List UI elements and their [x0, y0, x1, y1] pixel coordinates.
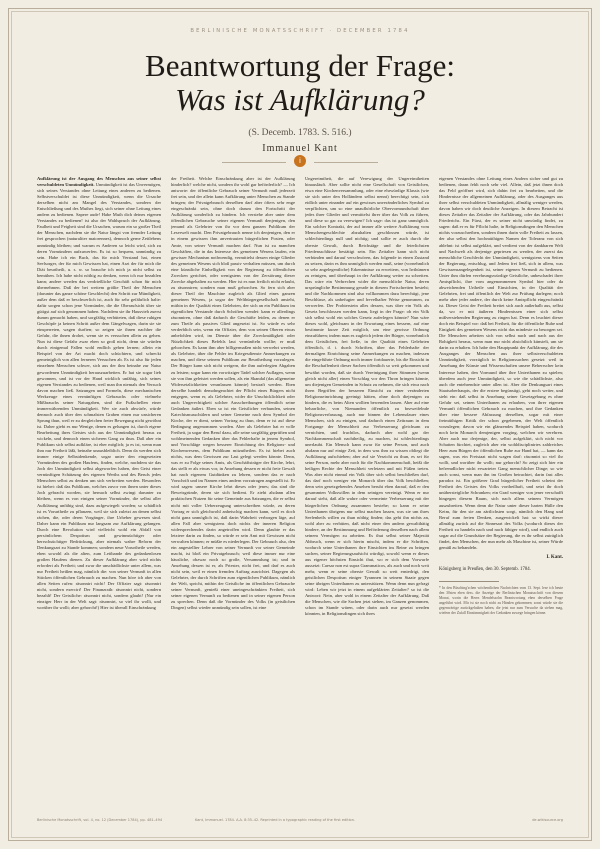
footer-citation: Berlinische Monatsschrift, vol. 4, no. 12 (December 1784), pp. 481–494	[37, 818, 163, 822]
dateline: (S. Decemb. 1783. S. 516.)	[248, 128, 352, 138]
footnote-divider	[439, 581, 499, 582]
column-1-text	[37, 176, 161, 611]
column-3-text: Ungereimtheit, die auf Verewigung der Ungereimtheiten hinausläuft. Aber sollte nicht eine Gesellschaft von Geistlichen, etwa eine Kirchenversammlung, oder eine ehrwürdige Klassis (wie sie sich unter den Holländern selbst nennt) berechtigt sein, sich eidlich unter einander auf ein gewisses unveränderliches Symbol zu verpflichten, um so eine unaufhörliche Obervormundschaft über jedes ihrer Glieder und vermittelst ihrer über das Volk zu führen, und diese so gar zu verewigen? Ich sage: das ist ganz unmöglich. Ein solcher Kontrakt, der auf immer alle weitere Aufklärung vom Menschengeschlechte abzuhalten geschlossen würde, ist schlechterdings null und nichtig; und sollte er auch durch die oberste Gewalt, durch Reichstäge und die feierlichsten Friedensschlüsse bestätigt sein. Ein Zeitalter kann sich nicht verbünden und darauf verschwören, das folgende in einen Zustand zu setzen, darin es ihm unmöglich werden muß, seine (vornehmlich so sehr angelegentliche) Erkenntnisse zu erweitern, von Irrthümern zu reinigen, und überhaupt in der Aufklärung weiter zu schreiten. Das wäre ein Verbrechen wider die menschliche Natur, deren ursprüngliche Bestimmung gerade in diesem Fortschreiten besteht; und die Nachkommen sind also vollkommen dazu berechtigt, jene Beschlüsse, als unbefugter und frevelhafter Weise genommen, zu verwerfen. Der Probierstein alles dessen, was über ein Volk als Gesetz beschlossen werden kann, liegt in der Frage: ob ein Volk sich selbst wohl ein solches Gesetz auferlegen könnte? Nun wäre dieses wohl, gleichsam in der Erwartung eines bessern, auf eine bestimmte kurze Zeit möglich, um eine gewisse Ordnung einzuführen; indem man es zugleich jedem der Bürger, vornehmlich dem Geistlichen, frei ließe, in der Qualität eines Gelehrten öffentlich, d. i. durch Schriften, über das Fehlerhafte der dermaligen Einrichtung seine Anmerkungen zu machen, indessen die eingeführte Ordnung noch immer fortdauerte, bis die Einsicht in die Beschaffenheit dieser Sachen öffentlich so weit gekommen und bewährt worden, daß sie durch Vereinigung ihrer Stimmen (wenn gleich nicht aller) einen Vorschlag vor den Thron bringen könnte, um diejenigen Gemeinden in Schutz zu nehmen, die sich etwa nach ihren Begriffen der besseren Einsicht zu einer veränderten Religionseinrichtung geeinigt hätten, ohne doch diejenigen zu hindern, die es beim Alten wollten bewenden lassen. Aber auf eine beharrliche, von Niemanden öffentlich zu bezweifelnde Religionsverfassung, auch nur binnen der Lebensdauer eines Menschen, sich zu einigen, und dadurch einen Zeitraum in dem Fortgange der Menschheit zur Verbesserung gleichsam zu vernichten, und fruchtlos, dadurch aber wohl gar der Nachkommenschaft nachtheilig, zu machen, ist schlechterdings unerlaubt. Ein Mensch kann zwar für seine Person, und auch alsdann nur auf einige Zeit, in dem was ihm zu wissen obliegt die Aufklärung aufschieben; aber auf sie Verzicht zu thun, es sei für seine Person, mehr aber noch für die Nachkommenschaft, heißt die heiligen Rechte der Menschheit verletzen und mit Füßen treten. Was aber nicht einmal ein Volk über sich selbst beschließen darf, das darf noch weniger ein Monarch über das Volk beschließen; denn sein gesetzgebendes Ansehen beruht eben darauf, daß er den gesammten Volkswillen in dem seinigen vereinigt. Wenn er nur darauf sieht, daß alle wahre oder vermeinte Verbesserung mit der bürgerlichen Ordnung zusammen bestehe; so kann er seine Unterthanen übrigens nur selbst machen lassen, was sie um ihres Seelenheils willen zu thun nöthig finden; das geht ihn nichts an, wohl aber zu verhüten, daß nicht einer den andern gewaltthätig hindere, an der Bestimmung und Beförderung desselben nach allem seinem Vermögen zu arbeiten. Es thut selbst seiner Majestät Abbruch, wenn er sich hierin mischt, indem er die Schriften, wodurch seine Unterthanen ihre Einsichten ins Reine zu bringen suchen, seiner Regierungsaufsicht würdigt, sowohl wenn er dieses aus eigener höchsten Einsicht thut, wo er sich dem Vorwurfe aussetzt: Caesar non est supra Grammaticos, als auch und noch weit mehr, wenn er seine oberste Gewalt so weit erniedrigt, den geistlichen Despotism einiger Tyrannen in seinem Staate gegen seine übrigen Unterthanen zu unterstützen. Wenn denn nun gefragt wird: Leben wir jetzt in einem aufgeklärten Zeitalter? so ist die Antwort: Nein, aber wohl in einem Zeitalter der Aufklärung. Daß die Menschen, wie die Sachen jetzt stehen, im Ganzen genommen, schon im Stande wären, oder darin auch nur gesetzt werden könnten, in Religionsdingen sich ihres	[305, 176, 429, 617]
text-column-2	[171, 176, 295, 812]
text-column-3	[305, 176, 429, 812]
title-line-2: Was ist Aufklärung?	[175, 82, 425, 117]
title-line-1: Beantwortung der Frage:	[145, 48, 455, 83]
column-1-body: Unmündigkeit ist das Unvermögen, sich seines Verstandes ohne Leitung eines anderen zu bedienen. Selbstverschuldet ist diese Unmündigkeit, wenn die Ursache derselben nicht am Mangel des Verstandes, sondern der Entschließung und des Muthes liegt, sich seiner ohne Leitung eines andern zu bedienen. Sapere aude! Habe Muth dich deines eigenen Verstandes zu bedienen! ist also der Wahlspruch der Aufklärung. Faulheit und Feigheit sind die Ursachen, warum ein so großer Theil der Menschen, nachdem sie die Natur längst von fremder Leitung frei gesprochen (naturaliter maiorennes), dennoch gerne Zeitlebens unmündig bleiben; und warum es Anderen so leicht wird, sich zu deren Vormündern aufzuwerfen. Es ist so bequem, unmündig zu sein. Habe ich ein Buch, das für mich Verstand hat, einen Seelsorger, der für mich Gewissen hat, einen Arzt der für mich die Diät beurtheilt, u. s. w. so brauche ich mich ja nicht selbst zu bemühen. Ich habe nicht nöthig zu denken, wenn ich nur bezahlen kann; andere werden das verdrießliche Geschäft schon für mich übernehmen. Daß der bei weitem größte Theil der Menschen (darunter das ganze schöne Geschlecht) den Schritt zur Mündigkeit, außer dem daß er beschwerlich ist, auch für sehr gefährlich halte: dafür sorgen schon jene Vormünder, die die Oberaufsicht über sie gütigst auf sich genommen haben. Nachdem sie ihr Hausvieh zuerst dumm gemacht haben, und sorgfältig verhüteten, daß diese ruhigen Geschöpfe ja keinen Schritt außer dem Gängelwagen, darin sie sie einsperreten, wagen durften; so zeigen sie ihnen nachher die Gefahr, die ihnen drohet, wenn sie es versuchen allein zu gehen. Nun ist diese Gefahr zwar eben so groß nicht, denn sie würden durch einigemal Fallen wohl endlich gehen lernen; allein ein Beispiel von der Art macht doch schüchtern, und schreckt gemeiniglich von allen ferneren Versuchen ab. Es ist also für jeden einzelnen Menschen schwer, sich aus der ihm beinahe zur Natur gewordenen Unmündigkeit herauszuarbeiten. Er hat sie sogar lieb gewonnen, und ist vor der Hand wirklich unfähig, sich seines eigenen Verstandes zu bedienen, weil man ihn niemals den Versuch davon machen ließ. Satzungen und Formeln, diese mechanischen Werkzeuge eines vernünftigen Gebrauchs oder vielmehr Mißbrauchs seiner Naturgaben, sind die Fußschellen einer immerwährenden Unmündigkeit. Wer sie auch abwürfe, würde dennoch auch über den schmalsten Graben einen nur unsicheren Sprung thun, weil er zu dergleichen freier Bewegung nicht gewöhnt ist. Daher giebt es nur Wenige, denen es gelungen ist, durch eigene Bearbeitung ihres Geistes sich aus der Unmündigkeit heraus zu wickeln, und dennoch einen sicheren Gang zu thun. Daß aber ein Publikum sich selbst aufkläre, ist eher möglich; ja es ist, wenn man ihm nur Freiheit läßt, beinahe unausbleiblich. Denn da werden sich immer einige Selbstdenkende, sogar unter den eingesetzten Vormündern des großen Haufens, finden, welche, nachdem sie das Joch der Unmündigkeit selbst abgeworfen haben, den Geist einer vernünftigen Schätzung des eigenen Werths und des Berufs jedes Menschen selbst zu denken um sich verbreiten werden. Besonders ist hiebei: daß das Publikum, welches zuvor von ihnen unter dieses Joch gebracht worden, sie hernach selbst zwingt darunter zu bleiben, wenn es von einigen seiner Vormünder, die selbst aller Aufklärung unfähig sind, dazu aufgewiegelt worden; so schädlich ist es Vorurtheile zu pflanzen, weil sie sich zuletzt an denen selbst rächen, die, oder deren Vorgänger, ihre Urheber gewesen sind. Daher kann ein Publikum nur langsam zur Aufklärung gelangen. Durch eine Revolution wird vielleicht wohl ein Abfall von persönlichem Despotism und gewinnsüchtiger oder herrschsüchtiger Bedrückung, aber niemals wahre Reform der Denkungsart zu Stande kommen; sondern neue Vorurtheile werden, eben sowohl als die alten, zum Leitbande des gedankenlosen großen Haufens dienen. Zu dieser Aufklärung aber wird nichts erfordert als Freiheit; und zwar die unschädlichste unter allem, was nur Freiheit heißen mag, nämlich die: von seiner Vernunft in allen Stücken öffentlichen Gebrauch zu machen. Nun höre ich aber von allen Seiten rufen: räsonnirt nicht! Der Offizier sagt: räsonnirt nicht, sondern exercirt! Der Finanzrath: räsonnirt nicht, sondern bezahlt! Der Geistliche: räsonnirt nicht, sondern glaubt! (Nur ein einziger Herr in der Welt sagt: räsonnirt, so viel ihr wollt, und worüber ihr wollt; aber gehorcht!) Hier ist überall Einschränkung	[37, 182, 161, 611]
author-name: Immanuel Kant	[262, 143, 338, 154]
opening-definition: Aufklärung ist der Ausgang des Menschen aus seiner selbst verschuldeten Unmündigkeit.	[37, 176, 161, 188]
divider-right	[314, 162, 378, 163]
text-column-1	[37, 176, 161, 812]
column-2-text: der Freiheit. Welche Einschränkung aber ist der Aufklärung hinderlich? welche nicht, sondern ihr wohl gar beförderlich? — Ich antworte: der öffentliche Gebrauch seiner Vernunft muß jederzeit frei sein, und der allein kann Aufklärung unter Menschen zu Stande bringen; der Privatgebrauch derselben darf aber öfters sehr enge eingeschränkt sein, ohne doch darum den Fortschritt der Aufklärung sonderlich zu hindern. Ich verstehe aber unter dem öffentlichen Gebrauche seiner eigenen Vernunft denjenigen, den jemand als Gelehrter von ihr vor dem ganzen Publikum der Leserwelt macht. Den Privatgebrauch nenne ich denjenigen, den er in einem gewissen ihm anvertrauten bürgerlichen Posten, oder Amte, von seiner Vernunft machen darf. Nun ist zu manchen Geschäften, die in das Interesse des gemeinen Wesens laufen, ein gewisser Mechanism nothwendig, vermittelst dessen einige Glieder des gemeinen Wesens sich bloß passiv verhalten müssen, um durch eine künstliche Einhelligkeit von der Regierung zu öffentlichen Zwecken gerichtet, oder wenigstens von der Zerstörung dieser Zwecke abgehalten zu werden. Hier ist es nun freilich nicht erlaubt, zu räsonniren; sondern man muß gehorchen. So fern sich aber dieser Theil der Maschine zugleich als Glied eines ganzen gemeinen Wesens, ja sogar der Weltbürgergesellschaft ansieht, mithin in der Qualität eines Gelehrten, der sich an ein Publikum im eigentlichen Verstande durch Schriften wendet: kann er allerdings räsonniren, ohne daß dadurch die Geschäfte leiden, zu denen er zum Theile als passives Glied angesetzt ist. So würde es sehr verderblich sein, wenn ein Offizier, dem von seinen Oberen etwas anbefohlen wird, im Dienste über die Zweckmäßigkeit oder Nützlichkeit dieses Befehls laut vernünfteln wollte; er muß gehorchen. Es kann ihm aber billigermaßen nicht verwehrt werden, als Gelehrter, über die Fehler im Kriegesdienste Anmerkungen zu machen, und diese seinem Publikum zur Beurtheilung vorzulegen. Der Bürger kann sich nicht weigern, die ihm auferlegten Abgaben zu leisten; sogar kann ein vorwitziger Tadel solcher Auflagen, wenn sie von ihm geleistet werden sollen, als ein Skandal (das allgemeine Widersetzlichkeiten veranlassen könnte) bestraft werden. Eben derselbe handelt demohngeachtet der Pflicht eines Bürgers nicht entgegen, wenn er, als Gelehrter, wider die Unschicklichkeit oder auch Ungerechtigkeit solcher Ausschreibungen öffentlich seine Gedanken äußert. Eben so ist ein Geistlicher verbunden, seinen Katechismusschülern und seiner Gemeine nach dem Symbol der Kirche, der er dient, seinen Vortrag zu thun, denn er ist auf diese Bedingung angenommen worden. Aber als Gelehrter hat er volle Freiheit, ja sogar den Beruf dazu, alle seine sorgfältig geprüften und wohlmeinenden Gedanken über das Fehlerhafte in jenem Symbol, und Vorschläge wegen besserer Einrichtung des Religions- und Kirchenwesens, dem Publikum mitzutheilen. Es ist hiebei auch nichts, was dem Gewissen zur Last gelegt werden könnte. Denn, was er zu Folge seines Amts, als Geschäftsträger der Kirche, lehrt, das stellt er als etwas vor, in Ansehung dessen er nicht freie Gewalt hat nach eigenem Gutdünken zu lehren, sondern das er nach Vorschrift und im Namen eines andern vorzutragen angestellt ist. Er wird sagen: unsere Kirche lehrt dieses oder jenes; das sind die Beweisgründe, deren sie sich bedient. Er zieht alsdann allen praktischen Nutzen für seine Gemeinde aus Satzungen, die er selbst nicht mit voller Ueberzeugung unterschreiben würde, zu deren Vortrag er sich gleichwohl anheischig machen kann, weil es doch nicht ganz unmöglich ist, daß darin Wahrheit verborgen läge, auf allen Fall aber wenigstens doch nichts der inneren Religion widersprechendes darin angetroffen wird. Denn glaubte er das letztere darin zu finden, so würde er sein Amt mit Gewissen nicht verwalten können; er müßte es niederlegen. Der Gebrauch also, den ein angestellter Lehrer von seiner Vernunft vor seiner Gemeinde macht, ist bloß ein Privatgebrauch; weil diese immer nur eine häusliche, obzwar noch so große, Versammlung ist; und in Ansehung dessen ist er, als Priester, nicht frei, und darf es auch nicht sein, weil er einen fremden Auftrag ausrichtet. Dagegen als Gelehrter, der durch Schriften zum eigentlichen Publikum, nämlich der Welt, spricht, mithin der Geistliche im öffentlichen Gebrauche seiner Vernunft, genießt einer uneingeschränkten Freiheit, sich seiner eigenen Vernunft zu bedienen und in seiner eigenen Person zu sprechen. Denn daß die Vormünder des Volks (in geistlichen Dingen) selbst wieder unmündig sein sollen, ist eine	[171, 176, 295, 611]
ornament-icon: i	[294, 155, 306, 167]
footnote: * In den Büsching'schen wöchentlichen Nachrichten vom 13. Sept. lese ich heute den 30sten eben dess. die Anzeige der Berlinischen Monatsschrift von diesem Monat, worin die Herrn Mendelssohn Beantwortung eben derselben Frage angeführt wird. Mir ist sie noch nicht zu Händen gekommen; sonst würde sie die gegenwärtige zurückgehalten haben, die jetzt nur zum Versuche da stehen mag, wiefern der Zufall Einstimmigkeit der Gedanken zuwege bringen könne.	[439, 586, 563, 615]
footer-note: Kant, Immanuel. 1784. A.A. 8:35–42. Reprinted in a typographic reading of the first edition.	[195, 818, 356, 822]
divider-left	[222, 162, 286, 163]
text-column-4	[439, 176, 563, 812]
column-4-text: eigenen Verstandes ohne Leitung eines Andern sicher und gut zu bedienen, daran fehlt noch sehr viel. Allein, daß jetzt ihnen doch das Feld geöffnet wird, sich dahin frei zu bearbeiten, und die Hindernisse der allgemeinen Aufklärung, oder des Ausganges aus ihrer selbst verschuldeten Unmündigkeit, allmälig weniger werden, davon haben wir doch deutliche Anzeigen. In diesem Betracht ist dieses Zeitalter das Zeitalter der Aufklärung, oder das Jahrhundert Friederichs. Ein Fürst, der es seiner nicht unwürdig findet, zu sagen: daß er es für Pflicht halte, in Religionsdingen den Menschen nichts vorzuschreiben, sondern ihnen darin volle Freiheit zu lassen, der also selbst den hochmüthigen Namen der Toleranz von sich ablehnt: ist selbst aufgeklärt, und verdient von der dankbaren Welt und Nachwelt als derjenige gepriesen zu werden, der zuerst das menschliche Geschlecht der Unmündigkeit, wenigstens von Seiten der Regierung, entschlug, und Jedem frei ließ, sich in allem, was Gewissensangelegenheit ist, seiner eigenen Vernunft zu bedienen. Unter ihm dürfen verehrungswürdige Geistliche, unbeschadet ihrer Amtspflicht, ihre vom angenommenen Symbol hier oder da abweichenden Urtheile und Einsichten, in der Qualität der Gelehrten, frei und öffentlich der Welt zur Prüfung darlegen; noch mehr aber jeder andere, der durch keine Amtspflicht eingeschränkt ist. Dieser Geist der Freiheit breitet sich auch außerhalb aus, selbst da, wo er mit äußeren Hindernissen einer sich selbst mißverstehenden Regierung zu ringen hat. Denn es leuchtet dieser doch ein Beispiel vor: daß bei Freiheit, für die öffentliche Ruhe und Einigkeit des gemeinen Wesens nicht das mindeste zu besorgen sei. Die Menschen arbeiten sich von selbst nach und nach aus der Rohigkeit heraus, wenn man nur nicht absichtlich künstelt, um sie darin zu erhalten. Ich habe den Hauptpunkt der Aufklärung, die des Ausganges der Menschen aus ihrer selbstverschuldeten Unmündigkeit, vorzüglich in Religionssachen gesetzt: weil in Ansehung der Künste und Wissenschaften unsere Beherrscher kein Interesse haben, den Vormund über ihre Unterthanen zu spielen; überdem auch jene Unmündigkeit, so wie die schädlichste, also auch die entehrendste unter allen ist. Aber die Denkungsart eines Staatsoberhaupts, der die erstere begünstigt, geht noch weiter, und sieht ein: daß selbst in Ansehung seiner Gesetzgebung es ohne Gefahr sei, seinen Unterthanen zu erlauben, von ihrer eigenen Vernunft öffentlichen Gebrauch zu machen, und ihre Gedanken über eine bessere Abfassung derselben, sogar mit einer freimüthigen Kritik der schon gegebenen, der Welt öffentlich vorzulegen; davon wir ein glänzendes Beispiel haben, wodurch noch kein Monarch demjenigen vorging, welchen wir verehren. Aber auch nur derjenige, der, selbst aufgeklärt, sich nicht vor Schatten fürchtet, zugleich aber ein wohldisciplinirtes zahlreiches Heer zum Bürgen der öffentlichen Ruhe zur Hand hat, — kann das sagen, was ein Freistaat nicht wagen darf: räsonnirt so viel ihr wollt, und worüber ihr wollt; nur gehorcht! So zeigt sich hier ein befremdlicher nicht erwarteter Gang menschlicher Dinge; so wie auch sonst, wenn man ihn im Großen betrachtet, darin fast alles paradox ist. Ein größerer Grad bürgerlicher Freiheit scheint der Freiheit des Geistes des Volks vortheilhaft, und setzt ihr doch unübersteigliche Schranken; ein Grad weniger von jener verschafft hingegen diesem Raum, sich nach allem seinem Vermögen auszubreiten. Wenn denn die Natur unter dieser harten Hülle den Keim, für den sie am zärtlichsten sorgt, nämlich den Hang und Beruf zum freien Denken, ausgewickelt hat: so wirkt dieser allmälig zurück auf die Sinnesart des Volks (wodurch dieses der Freiheit zu handeln nach und nach fähiger wird), und endlich auch sogar auf die Grundsätze der Regierung, die es ihr selbst zuträglich findet, den Menschen, der nun mehr als Maschine ist, seiner Würde gemäß zu behandeln.	[439, 176, 563, 550]
place-and-date: Königsberg in Preußen, den 30. Septemb. 1784.	[439, 566, 531, 572]
journal-kicker: BERLINISCHE MONATSSCHRIFT · DECEMBER 1784	[190, 28, 410, 34]
footer-source-link[interactable]: de.wikisource.org	[532, 818, 563, 822]
signature: I. Kant.	[546, 554, 563, 560]
